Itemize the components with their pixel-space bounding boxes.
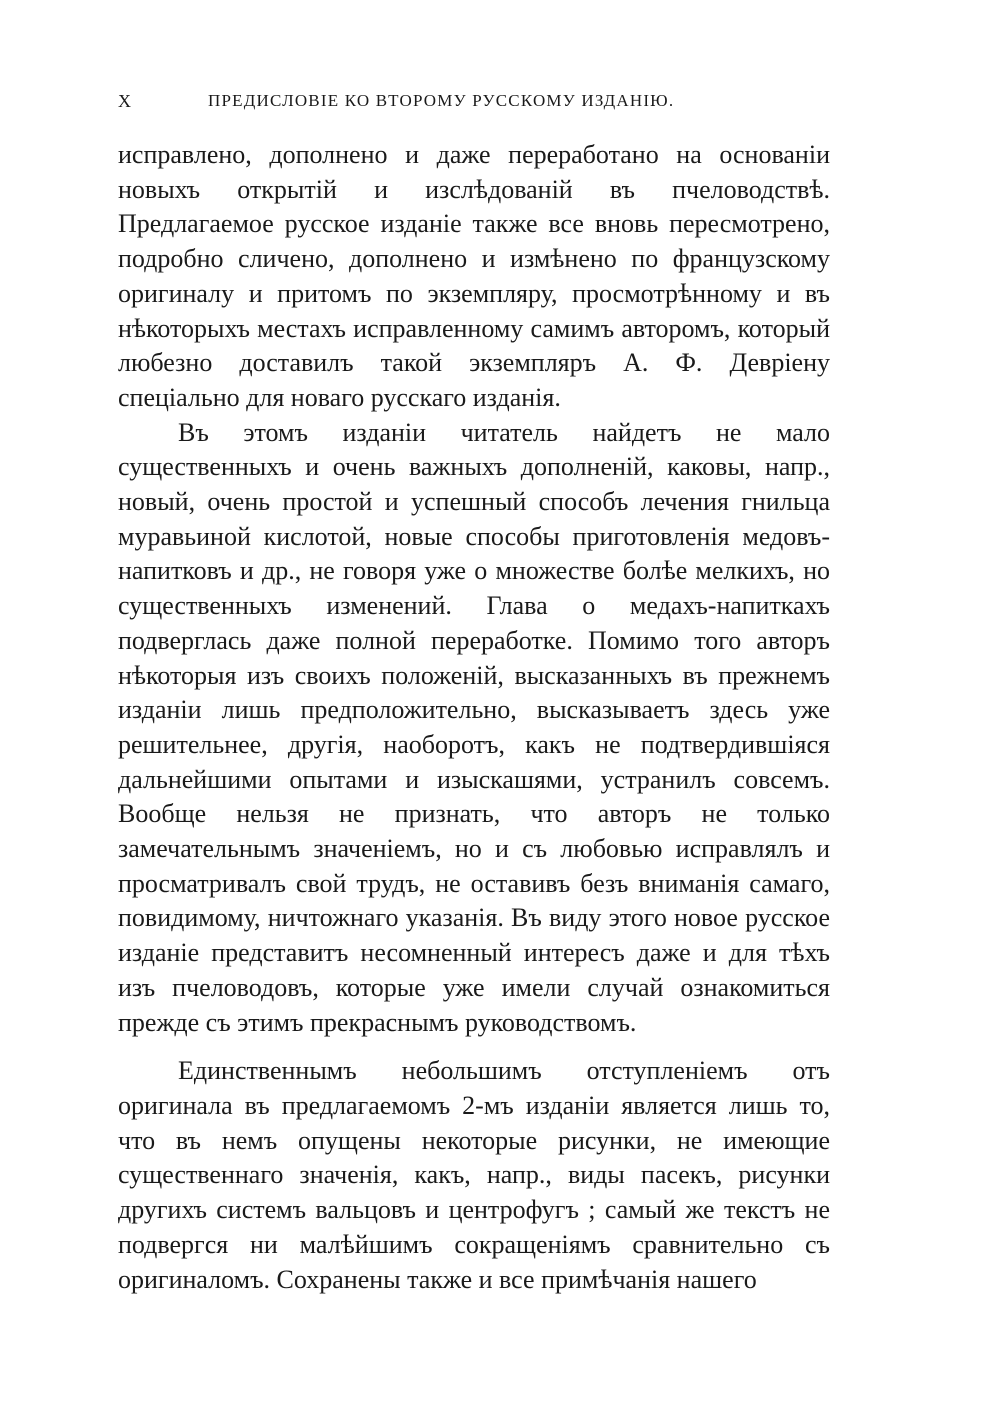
paragraph-3: Единственнымъ небольшимъ отступленіемъ отъ оригинала въ предлагаемомъ 2-мъ изданіи является лишь то, что въ немъ опущены некоторые рисунки, не имеющие существеннаго значенія, какъ, напр., виды пасекъ, рисунки другихъ системъ вальцовъ и центрофугъ ; самый же текстъ не подвергся ни малѣйшимъ сокращеніямъ сравнительно съ оригиналомъ. Сохранены также и все примѣчанія нашего <box>118 1056 830 1294</box>
page-number: X <box>118 91 132 111</box>
running-title: ПРЕДИСЛОВІЕ КО ВТОРОМУ РУССКОМУ ИЗДАНІЮ. <box>208 91 675 110</box>
page-header <box>118 86 830 116</box>
paragraph-2: Въ этомъ изданіи читатель найдетъ не мало существенныхъ и очень важныхъ дополненій, каковы, напр., новый, очень простой и успешный способъ лечения гнильца муравьиной кислотой, новые способы приготовленія медовъ-напитковъ и др., не говоря уже о множестве болѣе мелкихъ, но существенныхъ изменений. Глава о медахъ-напиткахъ подверглась даже полной переработке. Помимо того авторъ нѣкоторыя изъ своихъ положеній, высказанныхъ въ прежнемъ изданіи лишь предположительно, высказываетъ здесь уже решительнее, другія, наоборотъ, какъ не подтвердившіяся дальнейшими опытами и изыскашями, устранилъ совсемъ. Вообще нельзя не признать, что авторъ не только замечательнымъ значеніемъ, но и съ любовью исправлялъ и просматривалъ свой трудъ, не оставивъ безъ вниманія самаго, повидимому, ничтожнаго указанія. Въ виду этого новое русское изданіе представитъ несомненный интересъ даже и для тѣхъ изъ пчеловодовъ, которые уже имели случай ознакомиться прежде съ этимъ прекраснымъ руководствомъ. <box>118 417 830 1037</box>
body-text <box>118 138 830 1297</box>
paragraph-1: исправлено, дополнено и даже переработано на основаніи новыхъ открытій и изслѣдованій въ пчеловодствѣ. Предлагаемое русское изданіе также все вновь пересмотрено, подробно сличено, дополнено и измѣнено по французскому оригиналу и притомъ по экземпляру, просмотрѣнному и въ нѣкоторыхъ местахъ исправленному самимъ авторомъ, который любезно доставилъ такой экземпляръ А. Ф. Девріену спеціально для новаго русскаго изданія. <box>118 140 830 412</box>
